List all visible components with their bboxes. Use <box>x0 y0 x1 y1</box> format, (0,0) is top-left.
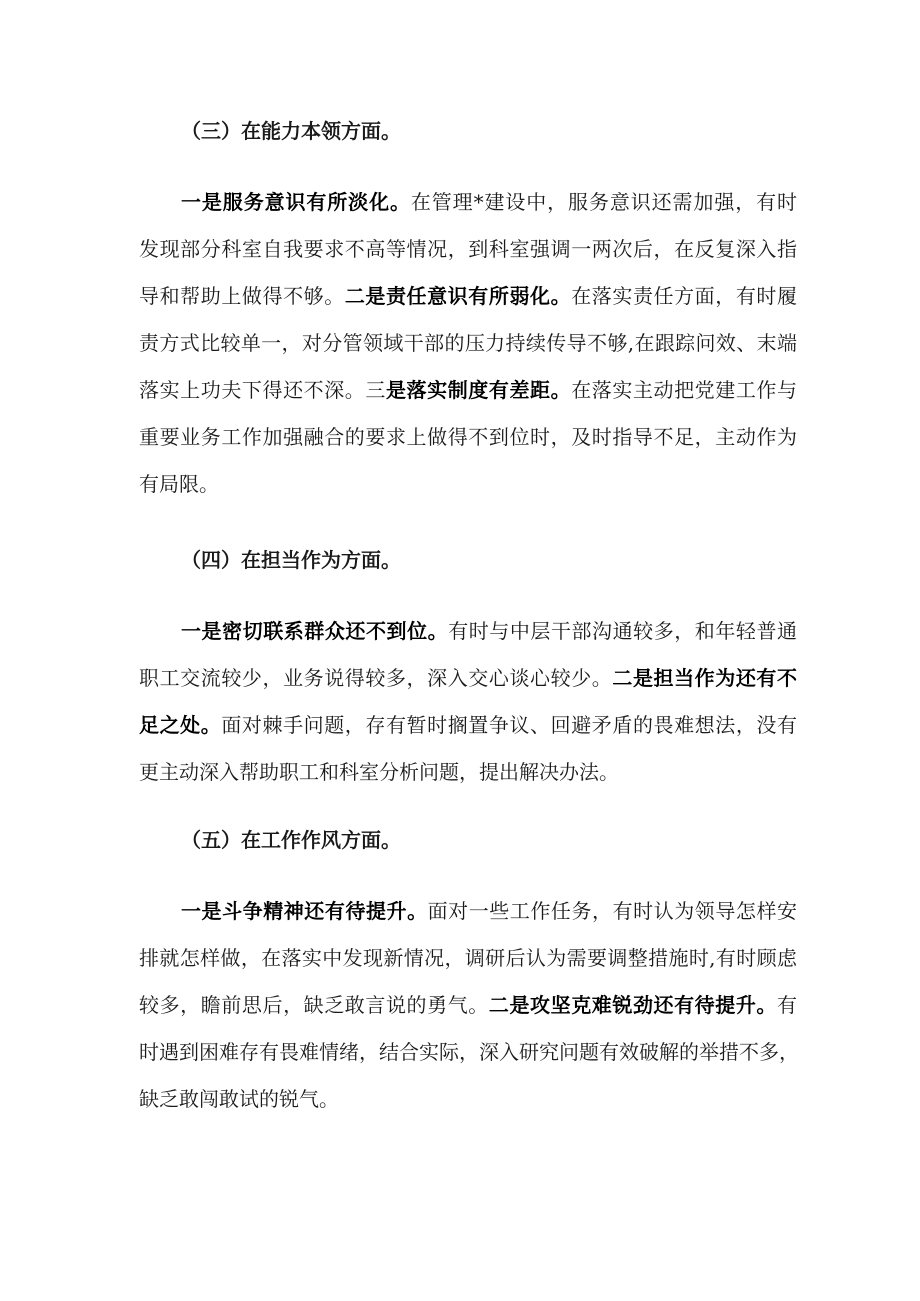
paragraph-line <box>139 943 797 973</box>
body-text: 职工交流较少，业务说得较多，深入交心谈心较少。 <box>139 666 613 690</box>
body-text: 有 <box>777 993 798 1017</box>
bold-key-point: 二是责任意识有所弱化。 <box>344 284 572 308</box>
body-text: 更主动深入帮助职工和科室分析问题，提出解决办法。 <box>139 760 619 784</box>
body-text: 排就怎样做，在落实中发现新情况，调研后认为需要调整措施时,有时顾虑 <box>139 946 797 970</box>
paragraph-line <box>139 990 797 1020</box>
paragraph-line <box>181 896 797 926</box>
bold-key-point: 是落实制度有差距。 <box>385 378 572 402</box>
bold-key-point: 二是担当作为还有不 <box>612 666 798 690</box>
paragraph-line <box>139 422 797 452</box>
body-text: 在管理*建设中，服务意识还需加强，有时 <box>410 190 798 214</box>
body-text: 在落实责任方面，有时履 <box>571 284 798 308</box>
body-text: 面对棘手问题，存有暂时搁置争议、回避矛盾的畏难想法，没有 <box>221 713 798 737</box>
paragraph-line <box>139 1084 797 1114</box>
paragraph-line <box>139 663 797 693</box>
paragraph-line <box>139 710 797 740</box>
section-heading: （五）在工作作风方面。 <box>181 828 401 852</box>
body-text: 缺乏敢闯敢试的锐气。 <box>139 1087 339 1111</box>
body-text: 发现部分科室自我要求不高等情况，到科室强调一两次后，在反复深入指 <box>139 237 797 261</box>
paragraph-line <box>139 1037 797 1067</box>
paragraph-line <box>181 616 797 646</box>
body-text: 落实上功夫下得还不深。三 <box>139 378 386 402</box>
body-text: 重要业务工作加强融合的要求上做得不到位时，及时指导不足，主动作为 <box>139 425 797 449</box>
paragraph-line <box>139 234 797 264</box>
body-text: 较多，瞻前思后，缺乏敢言说的勇气。 <box>139 993 489 1017</box>
bold-key-point: 一是服务意识有所淡化。 <box>181 190 411 214</box>
paragraph-line <box>139 328 797 358</box>
paragraph-line <box>139 375 797 405</box>
body-text: 责方式比较单一，对分管领域干部的压力持续传导不够,在跟踪问效、末端 <box>139 331 797 355</box>
section-heading: （四）在担当作为方面。 <box>181 548 401 572</box>
section-heading: （三）在能力本领方面。 <box>181 119 401 143</box>
paragraph-line <box>139 281 797 311</box>
bold-key-point: 一是密切联系群众还不到位。 <box>181 619 449 643</box>
body-text: 面对一些工作任务，有时认为领导怎样安 <box>427 899 798 923</box>
paragraph-line <box>139 469 797 499</box>
body-text: 在落实主动把党建工作与 <box>571 378 798 402</box>
body-text: 导和帮助上做得不够。 <box>139 284 345 308</box>
paragraph-line <box>139 757 797 787</box>
bold-key-point: 一是斗争精神还有待提升。 <box>181 899 428 923</box>
body-text: 时遇到困难存有畏难情绪，结合实际，深入研究问题有效破解的举措不多， <box>139 1040 799 1064</box>
bold-key-point: 足之处。 <box>139 713 222 737</box>
paragraph-line <box>181 187 797 217</box>
body-text: 有局限。 <box>139 472 219 496</box>
bold-key-point: 二是攻坚克难锐劲还有待提升。 <box>488 993 778 1017</box>
body-text: 有时与中层干部沟通较多，和年轻普通 <box>448 619 798 643</box>
